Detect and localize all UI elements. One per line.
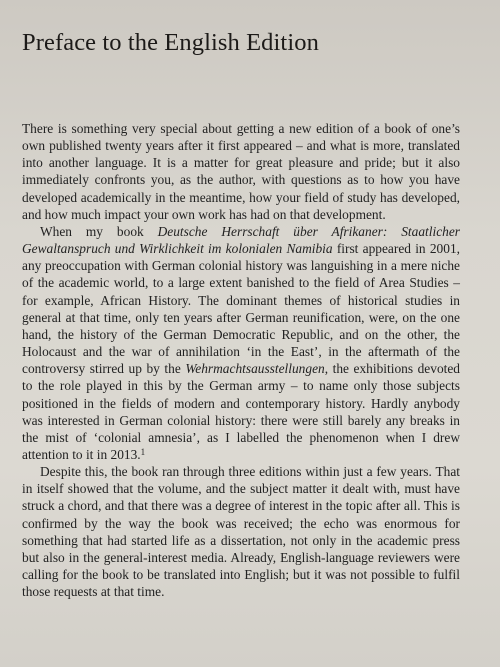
italic-title: Wehrmachtsausstellungen — [185, 361, 325, 377]
body-text — [22, 120, 460, 600]
footnote-marker: 1 — [140, 446, 146, 457]
paragraph-1: There is something very special about getting a new edition of a book of one’s own published twenty years after it first appeared – and what is more, translated into another language. It is a matter for great pleasure and pride; but it also immediately confronts you, as the author, with questions as to how you have developed academically in the meantime, how your field of study has developed, and how much impact your own work has had on that development. — [22, 121, 460, 222]
paragraph-3: Despite this, the book ran through three editions within just a few years. That in itself showed that the volume, and the subject matter it dealt with, must have struck a chord, and that there was a degree of interest in the topic after all. This is confirmed by the way the book was received; the echo was enormous for something that had started life as a dissertation, not only in the academic press but also in the general-interest media. Already, English-language reviewers were calling for the book to be translated into English; but it was not possible to fulfil those requests at that time. — [22, 464, 460, 600]
paragraph-2: When my book Deutsche Herrschaft über Afrikaner: Staatlicher Gewaltanspruch und Wirklichkeit im kolonialen Namibia first appeared in 2001, any preoccupation with German colonial history was languishing in a mere niche of the academic world, to a large extent banished to the field of Area Studies – for example, African History. The dominant themes of historical studies in general at that time, only ten years after German reunification, were, on the one hand, the history of the German Democratic Republic, and on the other, the Holocaust and the war of annihilation ‘in the East’, in the aftermath of the controversy stirred up by the Wehrmachtsausstellungen, the exhibitions devoted to the role played in this by the German army – to name only those subjects positioned in the fields of modern and contemporary history. Hardly anybody was interested in German colonial history: there were still barely any breaks in the mist of ‘colonial amnesia’, as I labelled the phenomenon when I drew attention to it in 2013.$^1$ — [22, 223, 460, 462]
page-title: Preface to the English Edition — [22, 29, 319, 56]
italic-title: Deutsche Herrschaft über Afrikaner: Staatlicher Gewaltanspruch und Wirklichkeit im kolonialen Namibia — [22, 223, 460, 257]
